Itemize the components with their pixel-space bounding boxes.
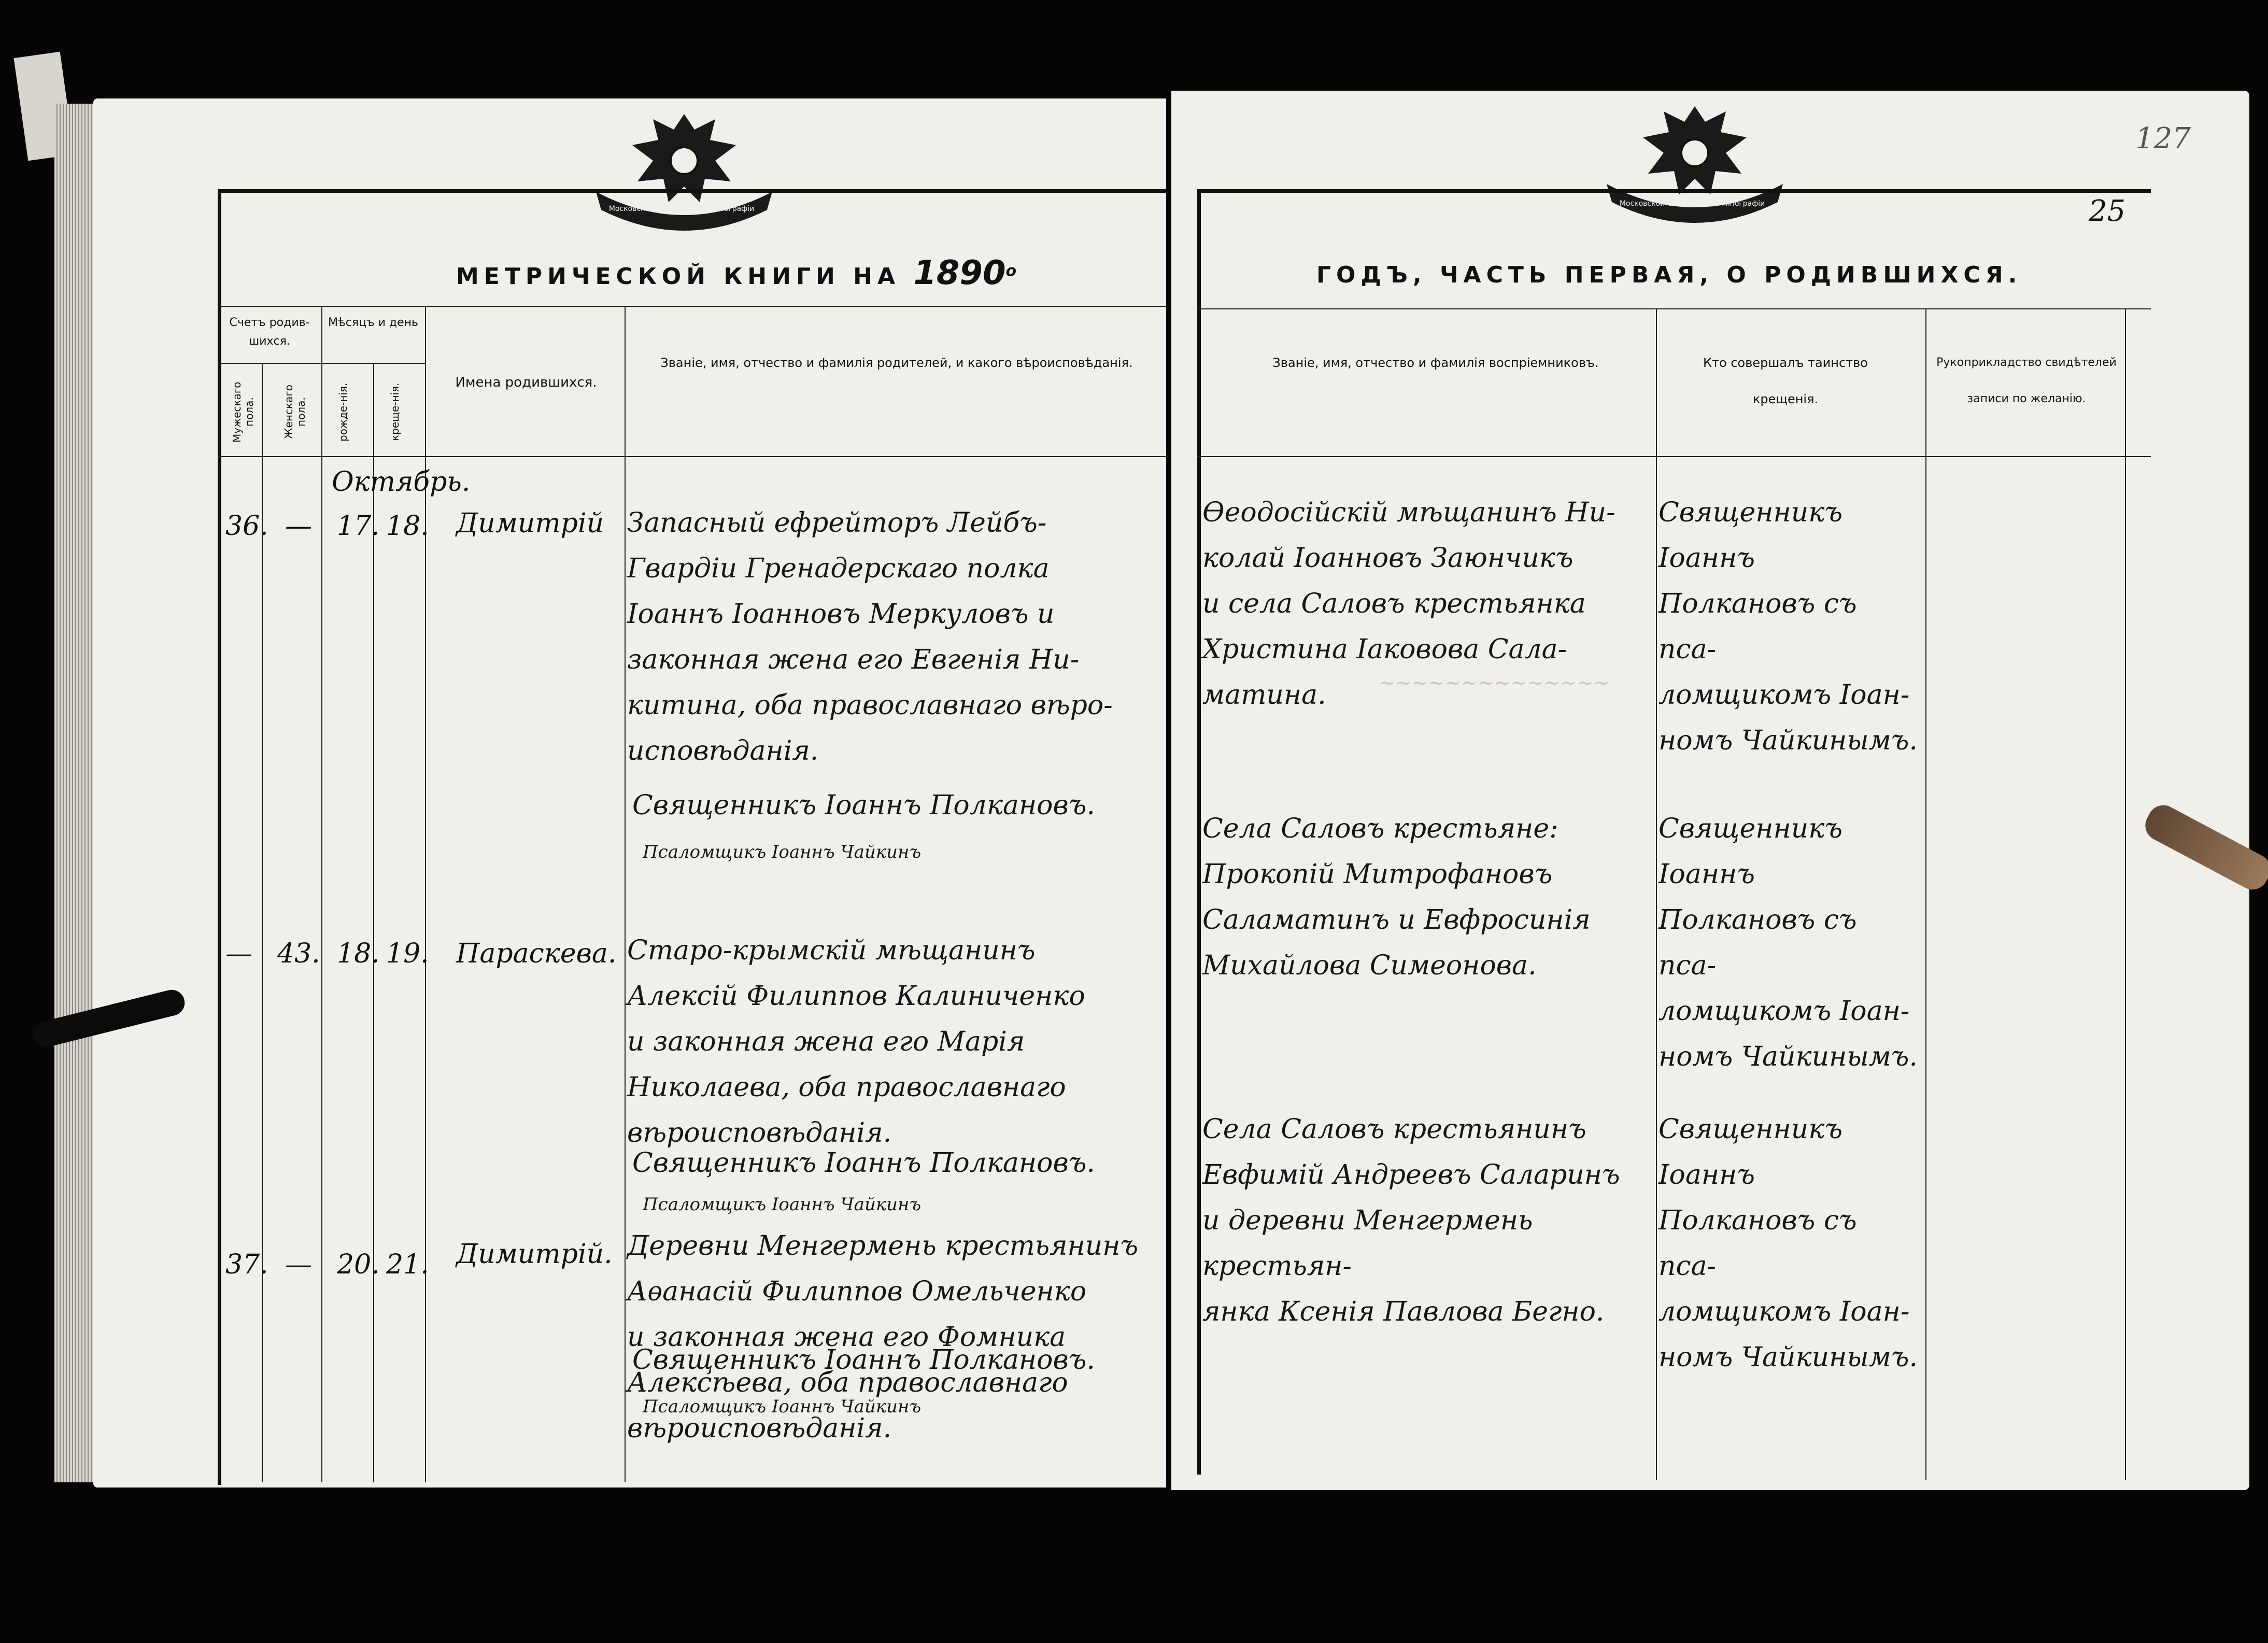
header-parents: Званіе, имя, отчество и фамилія родителей, и какого вѣроисповѣданія. [660, 356, 1133, 370]
header-rule-bottom-right [1197, 456, 2151, 457]
emblem-ribbon-text-right: Московской Синодальной Типографіи [1619, 200, 1765, 208]
record-1-parents: Запасный ефрейторъ Лейбъ- Гвардіи Гренадерскаго полка Іоаннъ Іоанновъ Меркуловъ и законная жена его Евгенія Ни- китина, оба православнаго вѣро- исповѣданія. [627, 507, 1113, 767]
record-3-female: — [285, 1249, 312, 1280]
record-3-priest: Священникъ Іоаннъ Полкановъ съ пса- ломщикомъ Іоан- номъ Чайкинымъ. [1659, 1114, 1918, 1373]
page-title-right: ГОДЪ, ЧАСТЬ ПЕРВАЯ, О РОДИВШИХСЯ. [1316, 262, 2022, 288]
record-2-signature-psalmist: Псаломщикъ Іоаннъ Чайкинъ [643, 1194, 922, 1215]
record-2-birth: 18. [337, 938, 380, 969]
record-3-godparents: Села Саловъ крестьянинъ Евфимій Андреевъ Саларинъ и деревни Менгермень крестьян- янка Ксенія Павлова Бегно. [1202, 1114, 1620, 1327]
book-page-number: 25 [2089, 194, 2126, 228]
title-left-text: МЕТРИЧЕСКОЙ КНИГИ НА [456, 263, 901, 290]
record-2-female: 43. [277, 938, 320, 969]
header-godparents: Званіе, имя, отчество и фамилія воспріемниковъ. [1272, 356, 1599, 370]
imperial-eagle-emblem-right [1586, 96, 1804, 231]
record-1-signature-psalmist: Псаломщикъ Іоаннъ Чайкинъ [643, 842, 922, 862]
frame-left-right [1197, 189, 1201, 1475]
record-1-female: — [285, 511, 312, 542]
col-line-r2 [1925, 308, 1926, 1480]
imperial-eagle-emblem [575, 104, 793, 238]
record-3-name: Димитрій. [456, 1239, 613, 1270]
header-female: Женскаго пола. [282, 385, 307, 440]
record-3-birth: 20. [337, 1249, 380, 1280]
record-2-baptism: 19. [386, 938, 429, 969]
bleed-through-text: ~~~~~~~~~~~~~~ [1379, 671, 1610, 694]
col-line-2 [321, 306, 322, 1482]
page-edges [54, 104, 98, 1482]
col-line-r3 [2125, 308, 2126, 1480]
record-3-signature-psalmist: Псаломщикъ Іоаннъ Чайкинъ [643, 1396, 922, 1417]
frame-top [218, 189, 1166, 193]
record-2-male: — [225, 938, 252, 969]
record-3-baptism: 21. [386, 1249, 429, 1280]
record-1-signature-priest: Священникъ Іоаннъ Полкановъ. [632, 790, 1095, 821]
record-1-name: Димитрій [456, 508, 604, 539]
header-rule-top-right [1197, 308, 2151, 309]
archive-page-number: 127 [2135, 122, 2191, 155]
year-value: 1890 [913, 254, 1006, 292]
frame-left [218, 189, 221, 1485]
header-male: Мужескаго пола. [231, 381, 256, 443]
col-line-5 [625, 306, 626, 1482]
record-2-parents: Старо-крымскій мѣщанинъ Алексій Филиппов Калиниченко и законная жена его Марія Николаева, оба православнаго вѣроисповѣданія. [627, 935, 1085, 1149]
emblem-ribbon-text: Московской Синодальной Типографіи [608, 205, 755, 213]
header-baptism: креще-нія. [389, 383, 401, 442]
record-2-signature-priest: Священникъ Іоаннъ Полкановъ. [632, 1148, 1095, 1179]
page-title-left [456, 254, 1016, 292]
header-priest: Кто совершалъ таинство крещенія. [1703, 356, 1868, 406]
record-2-godparents: Села Саловъ крестьяне: Прокопій Митрофановъ Саламатинъ и Евфросинія Михайлова Симеонова. [1202, 813, 1591, 981]
header-count: Счетъ родив-шихся. [229, 316, 310, 348]
year-suffix: о [1005, 262, 1017, 280]
record-1-priest: Священникъ Іоаннъ Полкановъ съ пса- ломщикомъ Іоан- номъ Чайкинымъ. [1659, 497, 1918, 756]
left-page [93, 98, 1166, 1488]
frame-top-right [1197, 189, 2151, 193]
record-1-godparents: Ѳеодосійскій мѣщанинъ Ни- колай Іоанновъ Заюнчикъ и села Саловъ крестьянка Христина Іаковова Сала- матина. [1202, 497, 1615, 711]
right-page [1171, 91, 2249, 1490]
record-2-name: Параскева. [456, 938, 617, 969]
month-label: Октябрь. [332, 466, 471, 498]
record-3-male: 37. [225, 1249, 268, 1280]
header-signatures: Рукоприкладство свидѣтелей записи по желанію. [1936, 356, 2117, 405]
header-month-day: Мѣсяцъ и день [328, 316, 418, 329]
record-1-male: 36. [225, 511, 268, 542]
record-1-birth: 17. [337, 511, 380, 542]
header-rule-top [218, 306, 1166, 307]
record-1-baptism: 18. [386, 511, 429, 542]
record-3-signature-priest: Священникъ Іоаннъ Полкановъ. [632, 1344, 1095, 1376]
header-birth: рожде-нія. [337, 383, 349, 442]
record-2-priest: Священникъ Іоаннъ Полкановъ съ пса- ломщикомъ Іоан- номъ Чайкинымъ. [1659, 813, 1918, 1072]
header-rule-bottom [218, 456, 1166, 457]
record-3-parents: Деревни Менгермень крестьянинъ Аѳанасій Филиппов Омельченко и законная жена его Фомника Алексѣева, оба православнаго вѣроисповѣданія. [627, 1230, 1139, 1444]
header-names: Имена родившихся. [455, 375, 597, 390]
